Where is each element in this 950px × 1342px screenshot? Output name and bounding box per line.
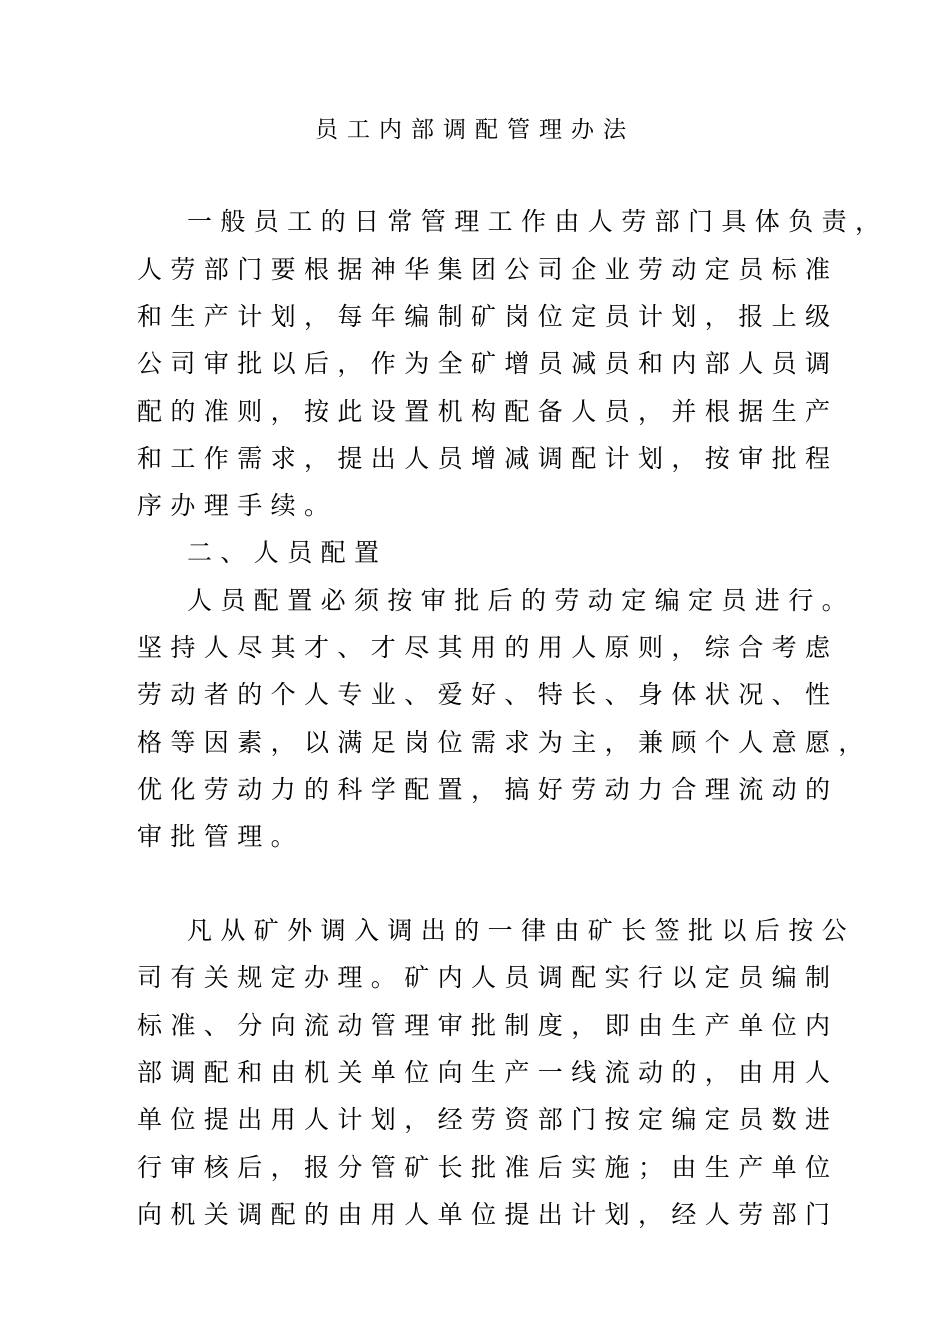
paragraph-line: 坚持人尽其才、才尽其用的用人原则，综合考虑 [137,633,839,662]
paragraph-line: 和生产计划，每年编制矿岗位定员计划，报上级 [137,302,839,331]
paragraph-line: 一般员工的日常管理工作由人劳部门具体负责， [187,207,889,236]
paragraph-line: 标准、分向流动管理审批制度，即由生产单位内 [137,1011,839,1040]
paragraph-line: 凡从矿外调入调出的一律由矿长签批以后按公 [187,916,856,945]
paragraph-line: 格等因素，以满足岗位需求为主，兼顾个人意愿， [137,728,872,757]
paragraph-line: 人员配置必须按审批后的劳动定编定员进行。 [187,586,856,615]
paragraph-line: 公司审批以后，作为全矿增员减员和内部人员调 [137,349,839,378]
document-title: 员工内部调配管理办法 [315,117,635,143]
paragraph-line: 审批管理。 [137,822,305,851]
paragraph-line: 司有关规定办理。矿内人员调配实行以定员编制 [137,963,839,992]
paragraph-line: 单位提出用人计划，经劳资部门按定编定员数进 [137,1105,839,1134]
paragraph-line: 配的准则，按此设置机构配备人员，并根据生产 [137,397,839,426]
paragraph-line: 劳动者的个人专业、爱好、特长、身体状况、性 [137,680,839,709]
paragraph-line: 部调配和由机关单位向生产一线流动的，由用人 [137,1058,839,1087]
paragraph-line: 序办理手续。 [137,491,338,520]
section-heading: 二、人员配置 [187,538,388,567]
paragraph-line: 人劳部门要根据神华集团公司企业劳动定员标准 [137,255,839,284]
paragraph-line: 优化劳动力的科学配置，搞好劳动力合理流动的 [137,775,839,804]
paragraph-line: 和工作需求，提出人员增减调配计划，按审批程 [137,444,839,473]
paragraph-line: 向机关调配的由用人单位提出计划，经人劳部门 [137,1200,839,1229]
paragraph-line: 行审核后，报分管矿长批准后实施；由生产单位 [137,1153,839,1182]
